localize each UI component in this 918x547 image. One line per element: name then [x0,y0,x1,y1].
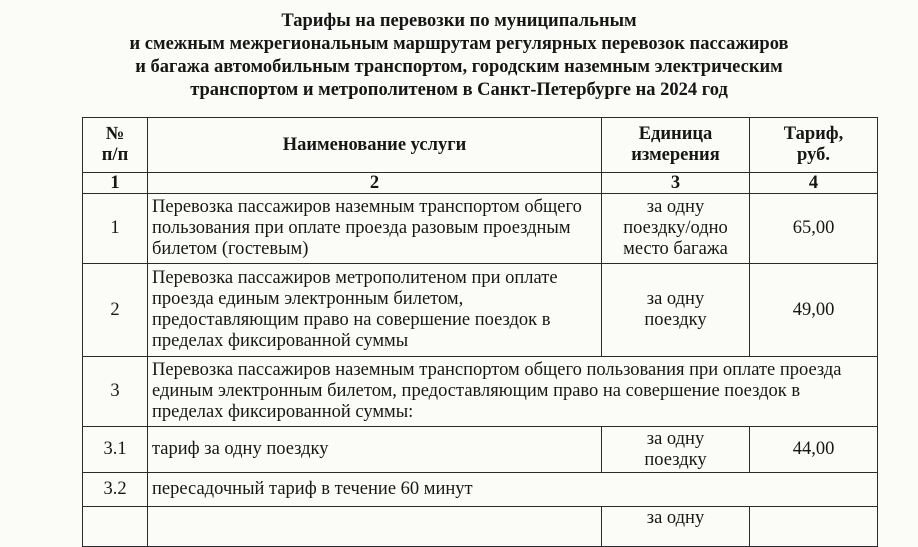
table-row [83,427,878,473]
row-service-name: Перевозка пассажиров наземным транспортом общего пользования при оплате проезда разовым проездным билетом (гостевым) [148,194,602,264]
row-num: 3.2 [83,473,148,507]
header-unit: Единица измерения [602,118,750,173]
header-price: Тариф, руб. [750,118,878,173]
column-index: 3 [602,173,750,194]
table-row [83,264,878,357]
row-num: 1 [83,194,148,264]
row-price: 65,00 [750,194,878,264]
row-service-name: тариф за одну поездку [148,427,602,473]
row-service-name [148,507,602,547]
column-index: 1 [83,173,148,194]
row-unit: за одну поездку [602,427,750,473]
row-price [750,507,878,547]
title-line: и багажа автомобильным транспортом, городским наземным электрическим [135,57,783,77]
row-price: 49,00 [750,264,878,357]
tariff-table [82,117,878,547]
row-num [83,507,148,547]
row-num: 3 [83,357,148,427]
row-service-name: пересадочный тариф в течение 60 минут [148,473,878,507]
row-unit: за одну поездку [602,264,750,357]
row-num: 2 [83,264,148,357]
title-line: и смежным межрегиональным маршрутам регулярных перевозок пассажиров [129,34,789,54]
table-row [83,473,878,507]
header-name: Наименование услуги [148,118,602,173]
column-index: 2 [148,173,602,194]
document-title [0,10,918,102]
row-service-name: Перевозка пассажиров метрополитеном при оплате проезда единым электронным билетом, предоставляющим право на совершение поездок в пределах фиксированной суммы [148,264,602,357]
table-row [83,357,878,427]
header-num: № п/п [83,118,148,173]
table-row [83,507,878,547]
row-unit: за одну [602,507,750,547]
column-index: 4 [750,173,878,194]
row-price: 44,00 [750,427,878,473]
row-num: 3.1 [83,427,148,473]
table-header-row [83,118,878,173]
column-index-row [83,173,878,194]
title-line: транспортом и метрополитеном в Санкт-Петербурге на 2024 год [190,80,728,100]
row-unit: за одну поездку/одно место багажа [602,194,750,264]
table-row [83,194,878,264]
title-line: Тарифы на перевозки по муниципальным [281,11,637,31]
row-service-name: Перевозка пассажиров наземным транспортом общего пользования при оплате проезда единым электронным билетом, предоставляющим право на совершение поездок в пределах фиксированной суммы: [148,357,878,427]
